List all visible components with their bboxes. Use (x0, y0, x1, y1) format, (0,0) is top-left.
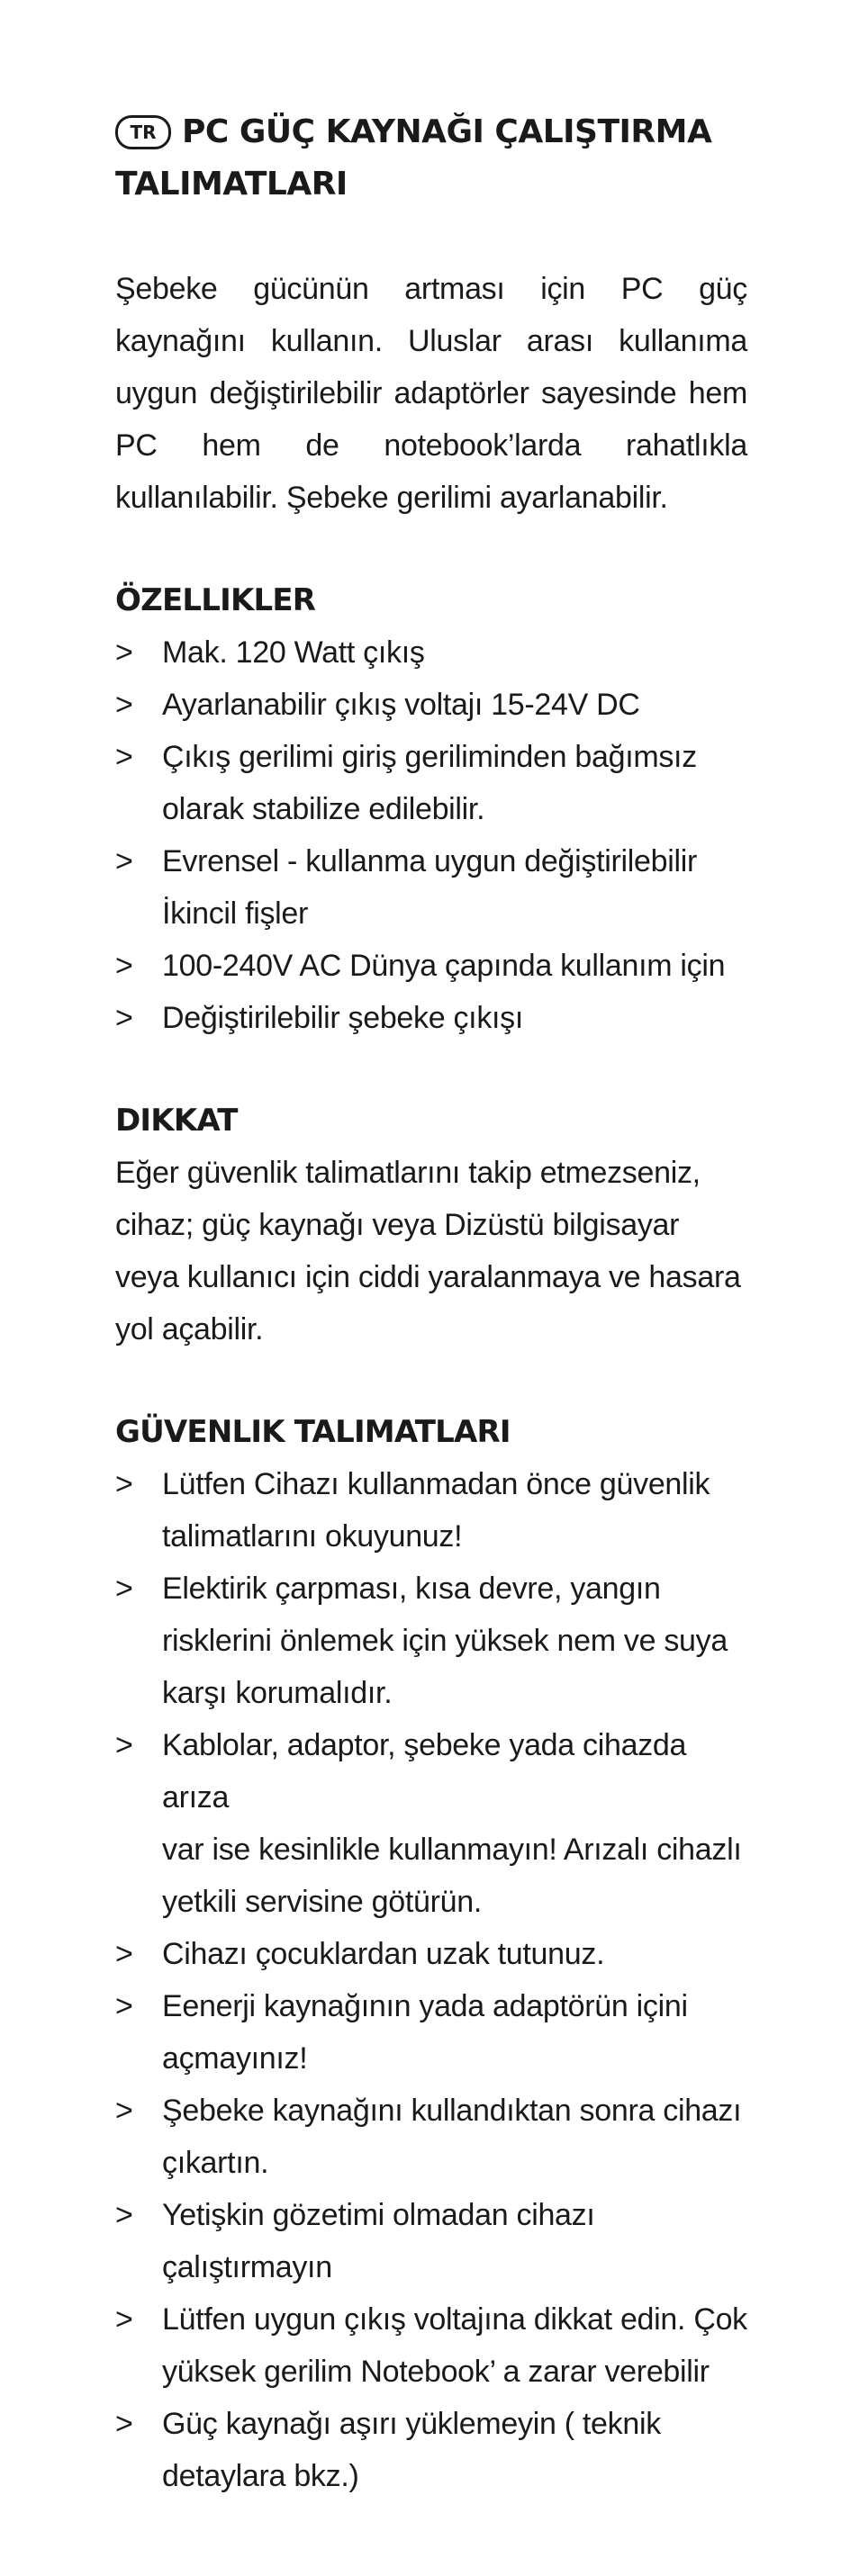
list-item-line: Lütfen Cihazı kullanmadan önce güvenlik (162, 1467, 710, 1501)
list-item-line: olarak stabilize edilebilir. (162, 792, 485, 826)
bullet-marker: > (115, 2094, 133, 2128)
list-item-line: Eenerji kaynağının yada adaptörün içini (162, 1989, 688, 2023)
feature-item (115, 679, 747, 731)
title-line-2: TALIMATLARI (115, 166, 348, 203)
feature-item (115, 626, 747, 679)
list-item-line: Değiştirilebilir şebeke çıkışı (162, 1001, 524, 1035)
list-item-line: karşı korumalıdır. (162, 1676, 393, 1710)
list-item-line: Çıkış gerilimi giriş geriliminden bağımsız (162, 740, 697, 774)
list-item-line: Şebeke kaynağını kullandıktan sonra cihazı (162, 2094, 742, 2128)
safety-item (115, 1458, 747, 1563)
list-item-line: 100-240V AC Dünya çapında kullanım için (162, 949, 726, 983)
list-item-line: Cihazı çocuklardan uzak tutunuz. (162, 1937, 605, 1971)
caution-line: cihaz; güç kaynağı veya Dizüstü bilgisayar (115, 1208, 680, 1242)
page-title (115, 106, 747, 211)
safety-item (115, 1928, 747, 1980)
safety-heading: GÜVENLIK TALIMATLARI (115, 1414, 511, 1450)
bullet-marker: > (115, 2302, 133, 2337)
caution-line: Eğer güvenlik talimatlarını takip etmezseniz, (115, 1156, 701, 1190)
bullet-marker: > (115, 740, 133, 774)
feature-item (115, 835, 747, 940)
bullet-marker: > (115, 1001, 133, 1035)
list-item-line: Yetişkin gözetimi olmadan cihazı (162, 2198, 595, 2232)
list-item-line: Kablolar, adaptor, şebeke yada cihazda arıza (162, 1728, 687, 1815)
intro-paragraph: Şebeke gücünün artması için PC güç kaynağını kullanın. Uluslar arası kullanıma uygun değiştirilebilir adaptörler sayesinde hem PC hem de notebook’larda rahatlıkla kullanılabilir. Şebeke gerilimi ayarlanabilir. (115, 272, 747, 515)
safety-list (115, 1458, 747, 2502)
list-item-line: çalıştırmayın (162, 2250, 332, 2284)
bullet-marker: > (115, 2198, 133, 2232)
instruction-page (115, 106, 747, 2502)
language-badge: TR (115, 115, 171, 149)
bullet-marker: > (115, 844, 133, 878)
safety-item (115, 1563, 747, 1719)
caution-text (115, 1147, 747, 1356)
bullet-marker: > (115, 1989, 133, 2023)
list-item-line: risklerini önlemek için yüksek nem ve suya (162, 1624, 728, 1658)
safety-item (115, 2189, 747, 2293)
list-item-line: yüksek gerilim Notebook’ a zarar verebilir (162, 2355, 710, 2389)
bullet-marker: > (115, 688, 133, 722)
safety-item (115, 2398, 747, 2502)
feature-item (115, 940, 747, 992)
bullet-marker: > (115, 1728, 133, 1762)
feature-item (115, 992, 747, 1044)
caution-line: veya kullanıcı için ciddi yaralanmaya ve hasara (115, 1260, 741, 1294)
safety-item (115, 2085, 747, 2189)
list-item-line: Elektirik çarpması, kısa devre, yangın (162, 1572, 661, 1606)
list-item-line: çıkartın. (162, 2146, 269, 2180)
bullet-marker: > (115, 635, 133, 670)
list-item-line: talimatlarını okuyunuz! (162, 1519, 463, 1554)
bullet-marker: > (115, 1467, 133, 1501)
bullet-marker: > (115, 949, 133, 983)
bullet-marker: > (115, 2407, 133, 2441)
feature-item (115, 731, 747, 835)
features-heading: ÖZELLIKLER (115, 582, 316, 618)
list-item-line: Lütfen uygun çıkış voltajına dikkat edin. Çok (162, 2302, 747, 2337)
list-item-line: var ise kesinlikle kullanmayın! Arızalı cihazlı (162, 1833, 742, 1867)
list-item-line: yetkili servisine götürün. (162, 1885, 483, 1919)
list-item-line: Mak. 120 Watt çıkış (162, 635, 425, 670)
list-item-line: detaylara bkz.) (162, 2459, 359, 2493)
safety-item (115, 1980, 747, 2085)
safety-item (115, 2293, 747, 2398)
caution-line: yol açabilir. (115, 1312, 264, 1347)
bullet-marker: > (115, 1937, 133, 1971)
list-item-line: açmayınız! (162, 2041, 308, 2076)
safety-item (115, 1719, 747, 1928)
list-item-line: Evrensel - kullanma uygun değiştirilebilir (162, 844, 698, 878)
list-item-line: Güç kaynağı aşırı yüklemeyin ( teknik (162, 2407, 661, 2441)
list-item-line: İkincil fişler (162, 896, 309, 931)
caution-heading: DIKKAT (115, 1103, 238, 1139)
title-line-1: PC GÜÇ KAYNAĞI ÇALIŞTIRMA (182, 113, 712, 150)
list-item-line: Ayarlanabilir çıkış voltajı 15-24V DC (162, 688, 640, 722)
bullet-marker: > (115, 1572, 133, 1606)
features-list (115, 626, 747, 1044)
